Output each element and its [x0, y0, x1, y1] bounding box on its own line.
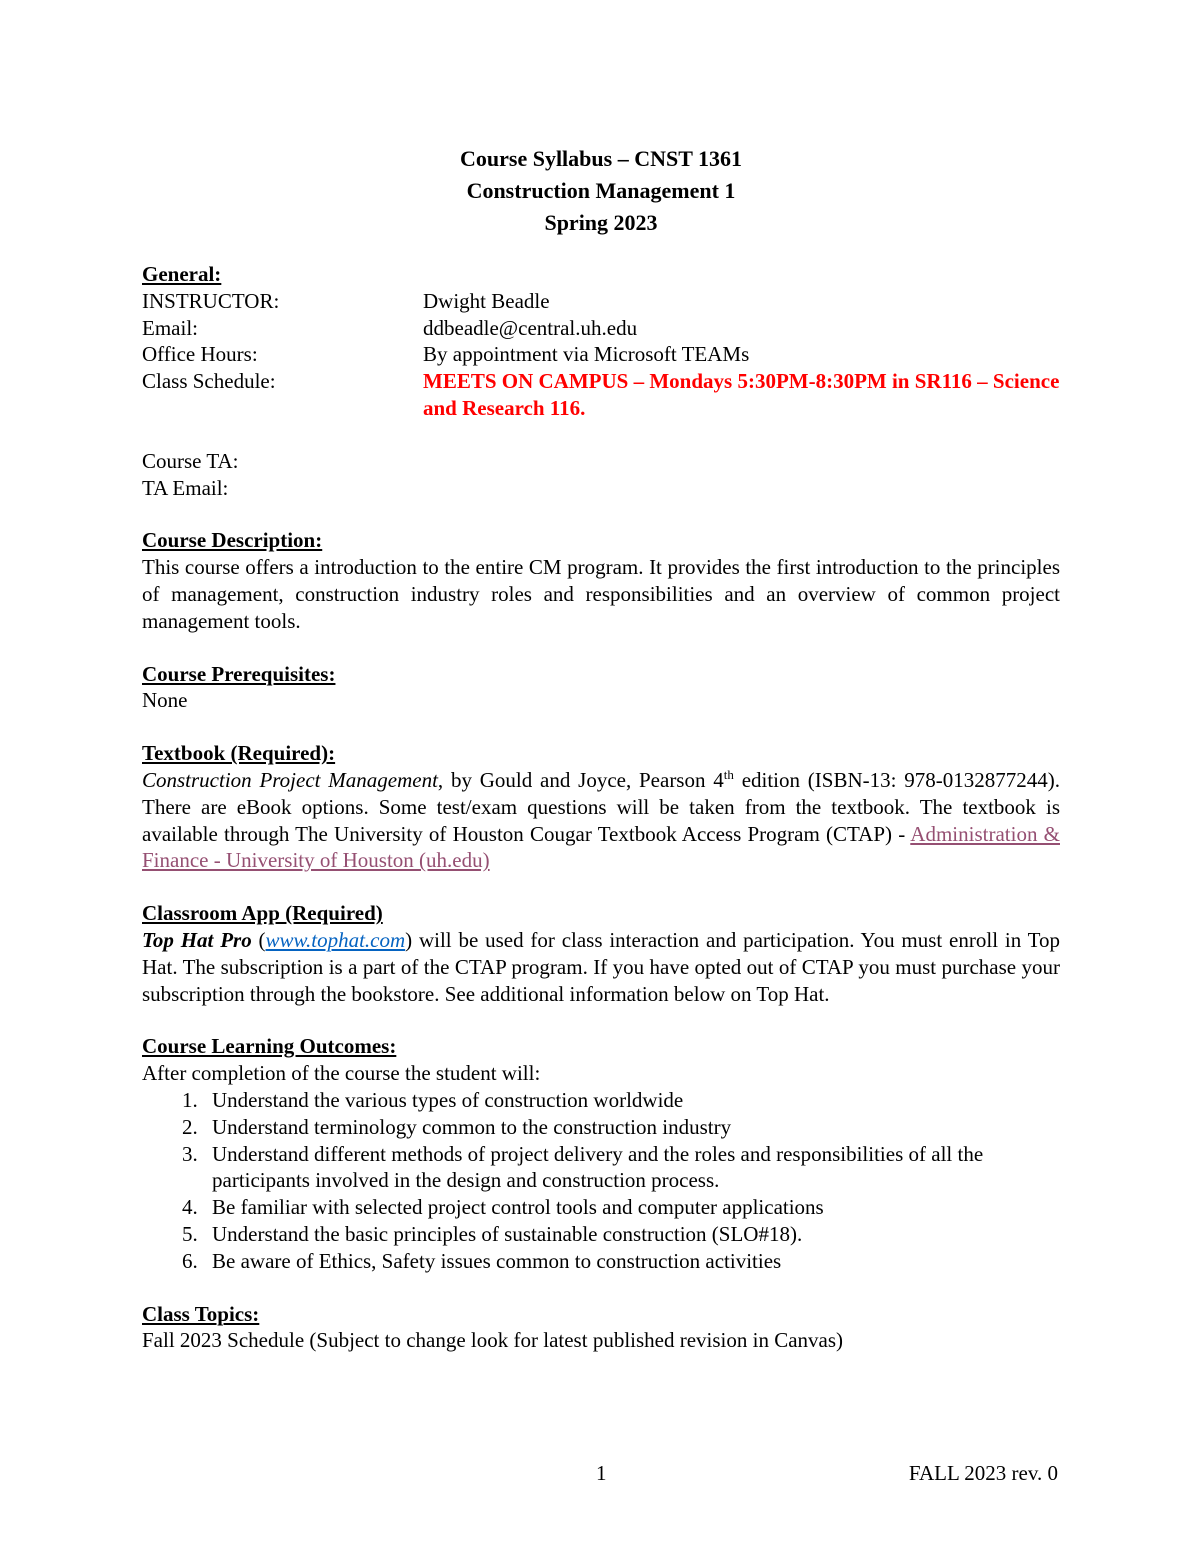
- description-heading: Course Description:: [142, 528, 323, 553]
- syllabus-page: [142, 143, 1060, 1354]
- class-schedule-value: MEETS ON CAMPUS – Mondays 5:30PM-8:30PM in SR116 – Science and Research 116.: [423, 369, 1060, 420]
- page-number: 1: [596, 1461, 607, 1485]
- list-text: Be familiar with selected project control tools and computer applications: [212, 1195, 824, 1220]
- list-text: Understand the basic principles of sustainable construction (SLO#18).: [212, 1221, 803, 1246]
- outcomes-heading: Course Learning Outcomes:: [142, 1034, 397, 1059]
- office-hours-value: By appointment via Microsoft TEAMs: [423, 342, 750, 367]
- class-schedule-label: Class Schedule:: [142, 369, 276, 394]
- email-value: ddbeadle@central.uh.edu: [423, 315, 638, 340]
- email-row: [142, 315, 1060, 342]
- list-item: [142, 1141, 1060, 1195]
- office-hours-row: [142, 341, 1060, 368]
- list-item: [142, 1194, 1060, 1221]
- app-heading: Classroom App (Required): [142, 901, 383, 926]
- app-name: Top Hat Pro: [142, 927, 252, 952]
- list-item: [142, 1248, 1060, 1275]
- topics-text: Fall 2023 Schedule (Subject to change look for latest published revision in Canvas): [142, 1328, 844, 1353]
- doc-title: [142, 143, 1060, 239]
- list-text: Understand the various types of construction worldwide: [212, 1087, 684, 1112]
- list-text: Understand terminology common to the construction industry: [212, 1114, 732, 1139]
- page-footer: [0, 1460, 1200, 1486]
- list-number: 6.: [182, 1248, 198, 1273]
- revision-label: FALL 2023 rev. 0: [908, 1461, 1058, 1485]
- outcomes-intro: After completion of the course the student will:: [142, 1061, 541, 1086]
- textbook-sup: th: [723, 766, 734, 782]
- list-number: 5.: [182, 1221, 198, 1246]
- general-heading: General:: [142, 262, 222, 286]
- ctap-link[interactable]: Administration & Finance - University of Houston (uh.edu): [142, 821, 1060, 873]
- textbook-text-b: edition (ISBN-13: 978-0132877244). There are eBook options. Some test/exam questions will be taken from the textbook. The textbook is available through The University of Houston Cougar Textbook Access Program (CTAP) -: [142, 767, 1060, 846]
- prereq-text: None: [142, 688, 188, 713]
- prereq-heading: Course Prerequisites:: [142, 661, 336, 686]
- list-text: Be aware of Ethics, Safety issues common to construction activities: [212, 1248, 782, 1273]
- instructor-row: [142, 288, 1060, 315]
- topics-heading: Class Topics:: [142, 1301, 260, 1326]
- list-number: 1.: [182, 1087, 198, 1112]
- email-label: Email:: [142, 315, 198, 340]
- list-item: [142, 1087, 1060, 1114]
- app-text: [142, 927, 1060, 1007]
- textbook-title: Construction Project Management: [142, 767, 438, 792]
- instructor-label: INSTRUCTOR:: [142, 288, 280, 313]
- textbook-heading: Textbook (Required):: [142, 741, 336, 766]
- class-schedule-row: [142, 368, 1060, 422]
- app-paren: (: [251, 927, 266, 952]
- list-number: 4.: [182, 1195, 198, 1220]
- outcomes-list: [142, 1087, 1060, 1275]
- office-hours-label: Office Hours:: [142, 342, 258, 367]
- ta-email-label: TA Email:: [142, 475, 229, 500]
- tophat-link[interactable]: www.tophat.com: [265, 927, 406, 952]
- title-course: Course Syllabus – CNST 1361: [460, 146, 742, 171]
- instructor-value: Dwight Beadle: [423, 288, 550, 313]
- description-text: This course offers a introduction to the entire CM program. It provides the first introduction to the principles of management, construction industry roles and responsibilities and an overview of common project management tools.: [142, 555, 1060, 633]
- app-body: ) will be used for class interaction and participation. You must enroll in Top Hat. The subscription is a part of the CTAP program. If you have opted out of CTAP you must purchase your subscription through the bookstore. See additional information below on Top Hat.: [142, 927, 1060, 1006]
- title-name: Construction Management 1: [466, 178, 736, 203]
- list-number: 3.: [182, 1141, 198, 1166]
- list-item: [142, 1114, 1060, 1141]
- course-ta-label: Course TA:: [142, 448, 239, 473]
- textbook-text-a: , by Gould and Joyce, Pearson 4: [437, 767, 724, 792]
- list-number: 2.: [182, 1114, 198, 1139]
- title-term: Spring 2023: [544, 210, 658, 235]
- list-text: Understand different methods of project delivery and the roles and responsibilities of all the participants involved in the design and construction process.: [212, 1141, 984, 1193]
- textbook-text: [142, 767, 1060, 874]
- list-item: [142, 1221, 1060, 1248]
